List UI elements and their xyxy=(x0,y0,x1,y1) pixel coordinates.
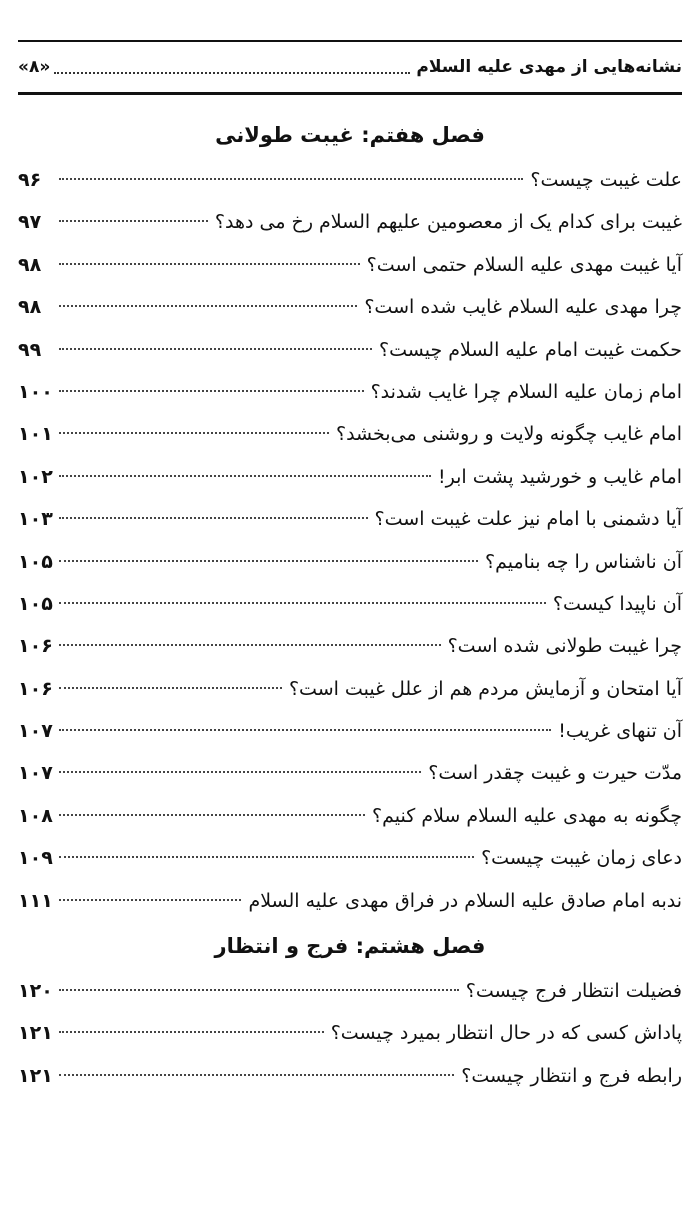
toc-entry[interactable] xyxy=(18,710,682,752)
dot-leader xyxy=(59,602,546,604)
toc-entry-page: ۱۱۱ xyxy=(18,889,53,912)
dot-leader xyxy=(59,729,551,731)
toc-entry[interactable] xyxy=(18,413,682,455)
book-page xyxy=(18,40,682,1097)
toc-entry-title: آیا دشمنی با امام نیز علت غیبت است؟ xyxy=(374,508,682,531)
toc-entry-page: ۱۰۰ xyxy=(18,380,53,403)
page-number: «۸» xyxy=(18,56,51,77)
chapter-title: فصل هفتم: غیبت طولانی xyxy=(215,123,485,147)
toc-entry[interactable] xyxy=(18,541,682,583)
toc-entry-title: آن ناپیدا کیست؟ xyxy=(552,592,682,615)
toc-entry[interactable] xyxy=(18,795,682,837)
toc-entry-title: امام غایب و خورشید پشت ابر! xyxy=(438,465,682,488)
dot-leader xyxy=(59,989,459,991)
dot-leader xyxy=(59,1074,454,1076)
toc-entry[interactable] xyxy=(18,583,682,625)
dot-leader xyxy=(59,220,208,222)
dot-leader xyxy=(59,856,474,858)
toc-entry-page: ۱۰۶ xyxy=(18,677,53,700)
toc-entry-page: ۹۶ xyxy=(18,169,42,191)
toc-entry[interactable] xyxy=(18,880,682,922)
toc-entry[interactable] xyxy=(18,244,682,286)
toc-entry-title: غیبت برای کدام یک از معصومین علیهم السلام رخ می دهد؟ xyxy=(214,211,682,234)
toc-entry-title: چرا مهدی علیه السلام غایب شده است؟ xyxy=(364,296,682,319)
toc-entry[interactable] xyxy=(18,159,682,201)
dot-leader xyxy=(59,390,364,392)
toc-entry-page: ۹۷ xyxy=(18,211,42,234)
toc-entry[interactable] xyxy=(18,625,682,667)
toc-entry-page: ۱۲۱ xyxy=(18,1022,53,1045)
toc-entry-page: ۱۰۵ xyxy=(18,550,53,573)
dot-leader xyxy=(59,814,365,816)
toc-entry[interactable] xyxy=(18,498,682,540)
toc-entry-title: مدّت حیرت و غیبت چقدر است؟ xyxy=(428,762,682,785)
toc-entry[interactable] xyxy=(18,668,682,710)
toc-entry-page: ۹۸ xyxy=(18,253,42,276)
toc-entry-title: چرا غیبت طولانی شده است؟ xyxy=(447,635,682,658)
toc-entry-title: آیا غیبت مهدی علیه السلام حتمی است؟ xyxy=(366,253,682,276)
toc-entry[interactable] xyxy=(18,201,682,243)
toc-entry[interactable] xyxy=(18,286,682,328)
toc-list xyxy=(18,159,682,922)
toc-entry-title: چگونه به مهدی علیه السلام سلام کنیم؟ xyxy=(372,804,682,827)
toc-entry-page: ۱۲۰ xyxy=(18,980,53,1003)
dot-leader xyxy=(59,899,241,901)
dot-leader xyxy=(54,72,410,74)
running-header xyxy=(18,40,682,95)
toc-entry-page: ۱۲۱ xyxy=(18,1064,53,1087)
dot-leader xyxy=(59,348,372,350)
toc-entry-page: ۱۰۱ xyxy=(18,423,53,446)
toc-entry-title: رابطه فرج و انتظار چیست؟ xyxy=(461,1064,682,1087)
toc-entry-page: ۱۰۹ xyxy=(18,847,53,870)
chapter-title: فصل هشتم: فرج و انتظار xyxy=(214,934,486,959)
toc-entry[interactable] xyxy=(18,970,682,1012)
toc-list xyxy=(18,970,682,1097)
toc-entry-page: ۱۰۸ xyxy=(18,804,53,827)
toc-entry-page: ۱۰۳ xyxy=(18,508,53,531)
dot-leader xyxy=(59,644,441,646)
toc-entry-title: آن ناشناس را چه بنامیم؟ xyxy=(485,550,682,573)
toc-entry[interactable] xyxy=(18,837,682,879)
toc-entry-title: فضیلت انتظار فرج چیست؟ xyxy=(465,980,682,1003)
dot-leader xyxy=(59,560,478,562)
toc-entry-title: حکمت غیبت امام علیه السلام چیست؟ xyxy=(379,338,682,361)
toc-entry[interactable] xyxy=(18,1012,682,1054)
toc-entry-title: پاداش کسی که در حال انتظار بمیرد چیست؟ xyxy=(330,1022,682,1045)
toc-entry-page: ۱۰۲ xyxy=(18,465,53,488)
toc-entry[interactable] xyxy=(18,329,682,371)
toc-entry-title: علت غیبت چیست؟ xyxy=(530,169,682,191)
toc-entry-page: ۹۸ xyxy=(18,296,42,319)
toc-entry-title: آن تنهای غریب! xyxy=(558,720,682,743)
toc-entry-title: امام غایب چگونه ولایت و روشنی می‌بخشد؟ xyxy=(336,423,682,446)
dot-leader xyxy=(59,475,431,477)
dot-leader xyxy=(59,305,357,307)
dot-leader xyxy=(59,517,368,519)
dot-leader xyxy=(59,1031,324,1033)
dot-leader xyxy=(59,687,282,689)
toc-entry-page: ۹۹ xyxy=(18,338,42,361)
dot-leader xyxy=(59,432,329,434)
book-title: نشانه‌هایی از مهدی علیه السلام xyxy=(416,56,682,77)
toc-entry-page: ۱۰۷ xyxy=(18,720,53,743)
toc-entry[interactable] xyxy=(18,752,682,794)
toc-entry-title: امام زمان علیه السلام چرا غایب شدند؟ xyxy=(370,380,682,403)
toc-entry[interactable] xyxy=(18,456,682,498)
toc-entry-page: ۱۰۷ xyxy=(18,762,53,785)
toc-entry-title: ندبه امام صادق علیه السلام در فراق مهدی علیه السلام xyxy=(248,889,682,912)
dot-leader xyxy=(59,263,360,265)
dot-leader xyxy=(59,771,421,773)
toc-entry-title: آیا امتحان و آزمایش مردم هم از علل غیبت است؟ xyxy=(288,677,682,700)
toc-entry-page: ۱۰۵ xyxy=(18,592,53,615)
toc-entry[interactable] xyxy=(18,371,682,413)
dot-leader xyxy=(59,178,523,180)
toc-entry-page: ۱۰۶ xyxy=(18,635,53,658)
toc-entry-title: دعای زمان غیبت چیست؟ xyxy=(481,847,682,870)
toc-entry[interactable] xyxy=(18,1055,682,1097)
